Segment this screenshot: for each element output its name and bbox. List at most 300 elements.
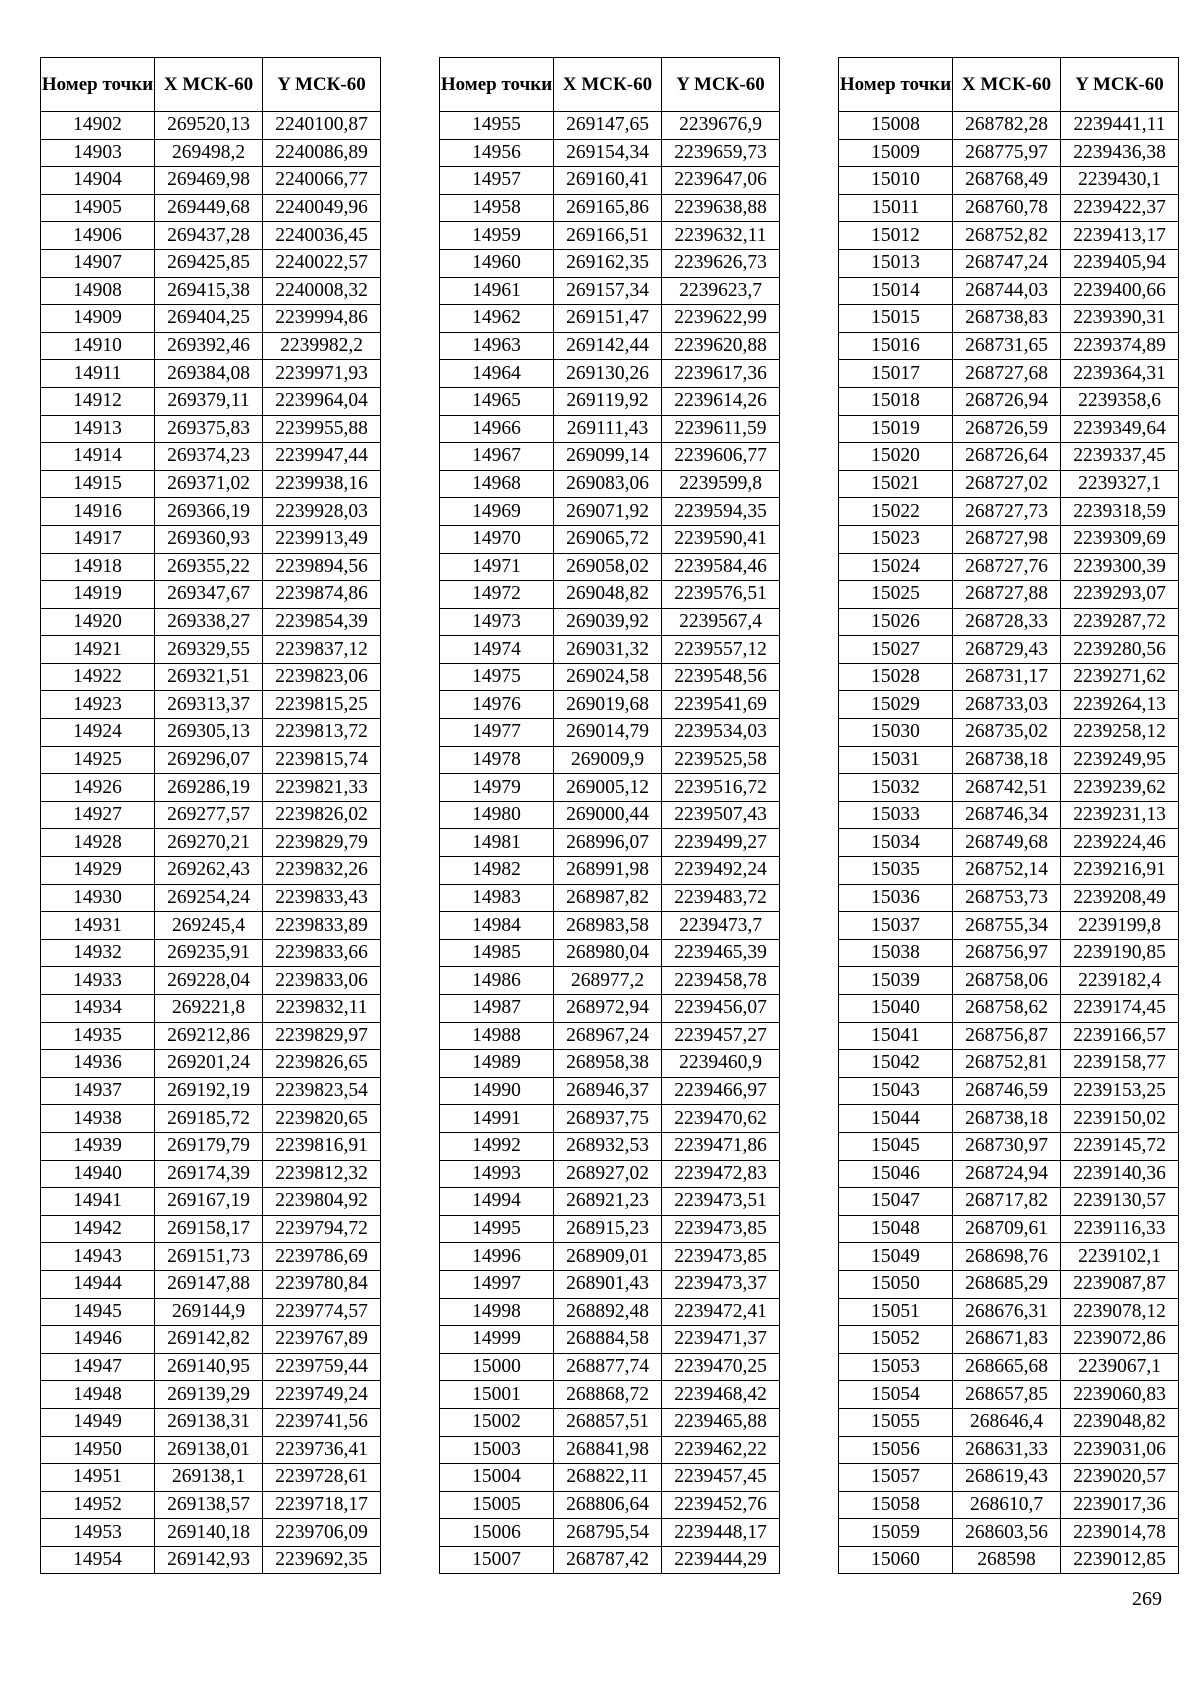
table-row: [839, 1077, 1179, 1105]
point-number-cell: 15047: [839, 1188, 953, 1216]
table-row: [41, 636, 381, 664]
x-coordinate-cell: 268727,76: [953, 553, 1061, 581]
x-coordinate-cell: 269099,14: [554, 443, 662, 471]
x-coordinate-cell: 269142,44: [554, 332, 662, 360]
table-row: [41, 139, 381, 167]
x-coordinate-cell: 269138,57: [155, 1491, 263, 1519]
y-coordinate-cell: 2239293,07: [1061, 581, 1179, 609]
point-number-cell: 14956: [440, 139, 554, 167]
y-coordinate-cell: 2239759,44: [263, 1353, 381, 1381]
y-coordinate-cell: 2239780,84: [263, 1270, 381, 1298]
point-number-cell: 14903: [41, 139, 155, 167]
y-coordinate-cell: 2239815,25: [263, 691, 381, 719]
x-coordinate-cell: 269009,9: [554, 746, 662, 774]
point-number-cell: 14905: [41, 194, 155, 222]
table-row: [839, 1326, 1179, 1354]
x-coordinate-cell: 268806,64: [554, 1491, 662, 1519]
table-row: [839, 443, 1179, 471]
table-row: [440, 636, 780, 664]
x-coordinate-cell: 268731,17: [953, 663, 1061, 691]
x-coordinate-cell: 269228,04: [155, 967, 263, 995]
y-coordinate-cell: 2239499,27: [662, 829, 780, 857]
table-row: [839, 691, 1179, 719]
y-coordinate-cell: 2239823,54: [263, 1077, 381, 1105]
x-coordinate-cell: 268731,65: [953, 332, 1061, 360]
x-coordinate-cell: 269277,57: [155, 801, 263, 829]
point-number-cell: 14967: [440, 443, 554, 471]
y-coordinate-cell: 2239102,1: [1061, 1243, 1179, 1271]
table-row: [440, 249, 780, 277]
y-coordinate-cell: 2239614,26: [662, 387, 780, 415]
y-coordinate-cell: 2239832,11: [263, 995, 381, 1023]
x-coordinate-cell: 268733,03: [953, 691, 1061, 719]
table-row: [440, 112, 780, 140]
x-coordinate-cell: 268747,24: [953, 249, 1061, 277]
y-coordinate-cell: 2239829,97: [263, 1022, 381, 1050]
point-number-cell: 14981: [440, 829, 554, 857]
y-coordinate-cell: 2239216,91: [1061, 857, 1179, 885]
x-coordinate-cell: 268657,85: [953, 1381, 1061, 1409]
x-coordinate-cell: 268946,37: [554, 1077, 662, 1105]
table-row: [839, 1353, 1179, 1381]
x-coordinate-cell: 268753,73: [953, 884, 1061, 912]
table-row: [839, 525, 1179, 553]
x-coordinate-cell: 269270,21: [155, 829, 263, 857]
point-number-cell: 14988: [440, 1022, 554, 1050]
x-coordinate-cell: 268619,43: [953, 1464, 1061, 1492]
table-row: [440, 719, 780, 747]
x-coordinate-cell: 269138,01: [155, 1436, 263, 1464]
table-row: [839, 415, 1179, 443]
y-coordinate-cell: 2239020,57: [1061, 1464, 1179, 1492]
table-row: [41, 581, 381, 609]
y-coordinate-cell: 2239067,1: [1061, 1353, 1179, 1381]
y-coordinate-cell: 2240036,45: [263, 222, 381, 250]
x-coordinate-cell: 268730,97: [953, 1132, 1061, 1160]
x-coordinate-cell: 268603,56: [953, 1519, 1061, 1547]
point-number-cell: 14949: [41, 1408, 155, 1436]
x-coordinate-cell: 268977,2: [554, 967, 662, 995]
point-number-cell: 14913: [41, 415, 155, 443]
table-row: [839, 470, 1179, 498]
point-number-cell: 14999: [440, 1326, 554, 1354]
y-coordinate-cell: 2239145,72: [1061, 1132, 1179, 1160]
point-number-cell: 15051: [839, 1298, 953, 1326]
x-coordinate-cell: 268744,03: [953, 277, 1061, 305]
point-number-cell: 14970: [440, 525, 554, 553]
x-coordinate-cell: 269374,23: [155, 443, 263, 471]
y-coordinate-cell: 2239815,74: [263, 746, 381, 774]
point-number-cell: 14998: [440, 1298, 554, 1326]
y-coordinate-cell: 2239390,31: [1061, 305, 1179, 333]
point-number-cell: 14910: [41, 332, 155, 360]
point-number-cell: 14963: [440, 332, 554, 360]
table-row: [41, 719, 381, 747]
table-row: [440, 1243, 780, 1271]
point-number-cell: 14995: [440, 1215, 554, 1243]
y-coordinate-cell: 2239955,88: [263, 415, 381, 443]
table-row: [41, 1408, 381, 1436]
x-coordinate-cell: 269157,34: [554, 277, 662, 305]
x-coordinate-cell: 268727,73: [953, 498, 1061, 526]
point-number-cell: 14923: [41, 691, 155, 719]
point-number-cell: 15031: [839, 746, 953, 774]
point-number-cell: 14964: [440, 360, 554, 388]
x-coordinate-cell: 269254,24: [155, 884, 263, 912]
y-coordinate-cell: 2239833,66: [263, 939, 381, 967]
point-number-cell: 14907: [41, 249, 155, 277]
table-row: [41, 249, 381, 277]
x-coordinate-cell: 269014,79: [554, 719, 662, 747]
x-coordinate-cell: 268877,74: [554, 1353, 662, 1381]
x-coordinate-cell: 269024,58: [554, 663, 662, 691]
table-row: [440, 1188, 780, 1216]
x-coordinate-cell: 268884,58: [554, 1326, 662, 1354]
point-number-cell: 14993: [440, 1160, 554, 1188]
x-coordinate-cell: 268726,64: [953, 443, 1061, 471]
y-coordinate-cell: 2239470,25: [662, 1353, 780, 1381]
y-coordinate-cell: 2239913,49: [263, 525, 381, 553]
table-row: [440, 608, 780, 636]
y-coordinate-cell: 2239471,37: [662, 1326, 780, 1354]
y-coordinate-cell: 2239472,41: [662, 1298, 780, 1326]
table-row: [839, 829, 1179, 857]
table-row: [839, 1381, 1179, 1409]
table-row: [839, 1188, 1179, 1216]
y-coordinate-cell: 2239166,57: [1061, 1022, 1179, 1050]
table-row: [41, 1160, 381, 1188]
y-coordinate-cell: 2239483,72: [662, 884, 780, 912]
y-coordinate-cell: 2239456,07: [662, 995, 780, 1023]
y-coordinate-cell: 2239774,57: [263, 1298, 381, 1326]
table-row: [839, 1132, 1179, 1160]
y-coordinate-cell: 2239786,69: [263, 1243, 381, 1271]
x-coordinate-cell: 268735,02: [953, 719, 1061, 747]
y-coordinate-cell: 2239947,44: [263, 443, 381, 471]
y-coordinate-cell: 2239374,89: [1061, 332, 1179, 360]
point-number-cell: 14971: [440, 553, 554, 581]
y-coordinate-cell: 2239584,46: [662, 553, 780, 581]
header-x-msk60: X МСК-60: [155, 58, 263, 112]
point-number-cell: 15017: [839, 360, 953, 388]
table-row: [41, 608, 381, 636]
table-row: [41, 884, 381, 912]
y-coordinate-cell: 2239287,72: [1061, 608, 1179, 636]
coordinates-table-2: [439, 57, 780, 1574]
x-coordinate-cell: 269119,92: [554, 387, 662, 415]
point-number-cell: 14968: [440, 470, 554, 498]
point-number-cell: 14926: [41, 774, 155, 802]
x-coordinate-cell: 269329,55: [155, 636, 263, 664]
point-number-cell: 14917: [41, 525, 155, 553]
table-row: [41, 360, 381, 388]
x-coordinate-cell: 268717,82: [953, 1188, 1061, 1216]
table-row: [440, 332, 780, 360]
x-coordinate-cell: 268760,78: [953, 194, 1061, 222]
y-coordinate-cell: 2239826,02: [263, 801, 381, 829]
x-coordinate-cell: 268755,34: [953, 912, 1061, 940]
y-coordinate-cell: 2239632,11: [662, 222, 780, 250]
point-number-cell: 14978: [440, 746, 554, 774]
y-coordinate-cell: 2239623,7: [662, 277, 780, 305]
point-number-cell: 14914: [41, 443, 155, 471]
x-coordinate-cell: 268676,31: [953, 1298, 1061, 1326]
header-point-number: Номер точки: [440, 58, 554, 112]
x-coordinate-cell: 268987,82: [554, 884, 662, 912]
y-coordinate-cell: 2239457,27: [662, 1022, 780, 1050]
point-number-cell: 14952: [41, 1491, 155, 1519]
table-row: [41, 332, 381, 360]
y-coordinate-cell: 2240086,89: [263, 139, 381, 167]
table-row: [440, 912, 780, 940]
x-coordinate-cell: 268758,62: [953, 995, 1061, 1023]
x-coordinate-cell: 269392,46: [155, 332, 263, 360]
point-number-cell: 14912: [41, 387, 155, 415]
y-coordinate-cell: 2240008,32: [263, 277, 381, 305]
point-number-cell: 14935: [41, 1022, 155, 1050]
point-number-cell: 15041: [839, 1022, 953, 1050]
point-number-cell: 15020: [839, 443, 953, 471]
point-number-cell: 15045: [839, 1132, 953, 1160]
table-row: [440, 1132, 780, 1160]
y-coordinate-cell: 2239471,86: [662, 1132, 780, 1160]
table-row: [440, 967, 780, 995]
x-coordinate-cell: 268746,34: [953, 801, 1061, 829]
y-coordinate-cell: 2239492,24: [662, 857, 780, 885]
point-number-cell: 14927: [41, 801, 155, 829]
point-number-cell: 14925: [41, 746, 155, 774]
x-coordinate-cell: 269065,72: [554, 525, 662, 553]
table-row: [839, 884, 1179, 912]
x-coordinate-cell: 268901,43: [554, 1270, 662, 1298]
y-coordinate-cell: 2239473,7: [662, 912, 780, 940]
point-number-cell: 15018: [839, 387, 953, 415]
x-coordinate-cell: 269167,19: [155, 1188, 263, 1216]
y-coordinate-cell: 2239017,36: [1061, 1491, 1179, 1519]
point-number-cell: 15050: [839, 1270, 953, 1298]
table-row: [41, 470, 381, 498]
table-row: [41, 112, 381, 140]
table-row: [41, 1022, 381, 1050]
header-x-msk60: X МСК-60: [554, 58, 662, 112]
x-coordinate-cell: 268983,58: [554, 912, 662, 940]
table-row: [41, 1105, 381, 1133]
y-coordinate-cell: 2239767,89: [263, 1326, 381, 1354]
point-number-cell: 14924: [41, 719, 155, 747]
point-number-cell: 14974: [440, 636, 554, 664]
y-coordinate-cell: 2239224,46: [1061, 829, 1179, 857]
point-number-cell: 15042: [839, 1050, 953, 1078]
y-coordinate-cell: 2239470,62: [662, 1105, 780, 1133]
y-coordinate-cell: 2239567,4: [662, 608, 780, 636]
point-number-cell: 15008: [839, 112, 953, 140]
x-coordinate-cell: 269192,19: [155, 1077, 263, 1105]
x-coordinate-cell: 269321,51: [155, 663, 263, 691]
table-row: [41, 939, 381, 967]
header-y-msk60: Y МСК-60: [1061, 58, 1179, 112]
x-coordinate-cell: 268752,81: [953, 1050, 1061, 1078]
table-row: [440, 470, 780, 498]
point-number-cell: 14942: [41, 1215, 155, 1243]
point-number-cell: 15032: [839, 774, 953, 802]
y-coordinate-cell: 2239728,61: [263, 1464, 381, 1492]
y-coordinate-cell: 2239676,9: [662, 112, 780, 140]
y-coordinate-cell: 2239516,72: [662, 774, 780, 802]
table-row: [41, 1215, 381, 1243]
table-row: [839, 305, 1179, 333]
x-coordinate-cell: 268742,51: [953, 774, 1061, 802]
point-number-cell: 14920: [41, 608, 155, 636]
y-coordinate-cell: 2239460,9: [662, 1050, 780, 1078]
y-coordinate-cell: 2239823,06: [263, 663, 381, 691]
y-coordinate-cell: 2239413,17: [1061, 222, 1179, 250]
point-number-cell: 14915: [41, 470, 155, 498]
point-number-cell: 14931: [41, 912, 155, 940]
x-coordinate-cell: 268724,94: [953, 1160, 1061, 1188]
table-row: [839, 1546, 1179, 1574]
point-number-cell: 15054: [839, 1381, 953, 1409]
table-row: [440, 801, 780, 829]
x-coordinate-cell: 269151,73: [155, 1243, 263, 1271]
y-coordinate-cell: 2239820,65: [263, 1105, 381, 1133]
point-number-cell: 14939: [41, 1132, 155, 1160]
y-coordinate-cell: 2239833,89: [263, 912, 381, 940]
point-number-cell: 14955: [440, 112, 554, 140]
point-number-cell: 14997: [440, 1270, 554, 1298]
point-number-cell: 14944: [41, 1270, 155, 1298]
x-coordinate-cell: 268972,94: [554, 995, 662, 1023]
x-coordinate-cell: 269212,86: [155, 1022, 263, 1050]
table-row: [41, 857, 381, 885]
point-number-cell: 15055: [839, 1408, 953, 1436]
y-coordinate-cell: 2239318,59: [1061, 498, 1179, 526]
x-coordinate-cell: 269415,38: [155, 277, 263, 305]
table-row: [41, 1436, 381, 1464]
table-row: [839, 1464, 1179, 1492]
point-number-cell: 15026: [839, 608, 953, 636]
table-row: [41, 774, 381, 802]
table-row: [440, 139, 780, 167]
table-row: [41, 1270, 381, 1298]
x-coordinate-cell: 269201,24: [155, 1050, 263, 1078]
point-number-cell: 15000: [440, 1353, 554, 1381]
point-number-cell: 14951: [41, 1464, 155, 1492]
point-number-cell: 14965: [440, 387, 554, 415]
table-row: [41, 1050, 381, 1078]
x-coordinate-cell: 269305,13: [155, 719, 263, 747]
table-row: [839, 746, 1179, 774]
x-coordinate-cell: 268932,53: [554, 1132, 662, 1160]
point-number-cell: 15028: [839, 663, 953, 691]
point-number-cell: 14992: [440, 1132, 554, 1160]
point-number-cell: 14991: [440, 1105, 554, 1133]
point-number-cell: 15009: [839, 139, 953, 167]
y-coordinate-cell: 2239692,35: [263, 1546, 381, 1574]
table-row: [41, 1353, 381, 1381]
x-coordinate-cell: 268598: [953, 1546, 1061, 1574]
point-number-cell: 14980: [440, 801, 554, 829]
table-row: [839, 139, 1179, 167]
point-number-cell: 15013: [839, 249, 953, 277]
table-row: [41, 498, 381, 526]
y-coordinate-cell: 2239078,12: [1061, 1298, 1179, 1326]
x-coordinate-cell: 269425,85: [155, 249, 263, 277]
x-coordinate-cell: 268967,24: [554, 1022, 662, 1050]
table-row: [41, 1519, 381, 1547]
x-coordinate-cell: 268727,68: [953, 360, 1061, 388]
point-number-cell: 14953: [41, 1519, 155, 1547]
table-row: [41, 912, 381, 940]
x-coordinate-cell: 268752,14: [953, 857, 1061, 885]
y-coordinate-cell: 2239468,42: [662, 1381, 780, 1409]
table-row: [41, 1298, 381, 1326]
y-coordinate-cell: 2239833,43: [263, 884, 381, 912]
x-coordinate-cell: 269347,67: [155, 581, 263, 609]
x-coordinate-cell: 269000,44: [554, 801, 662, 829]
y-coordinate-cell: 2239430,1: [1061, 167, 1179, 195]
x-coordinate-cell: 269142,82: [155, 1326, 263, 1354]
table-row: [839, 1408, 1179, 1436]
point-number-cell: 14932: [41, 939, 155, 967]
x-coordinate-cell: 269048,82: [554, 581, 662, 609]
table-row: [41, 829, 381, 857]
x-coordinate-cell: 269498,2: [155, 139, 263, 167]
table-row: [41, 801, 381, 829]
table-row: [839, 1243, 1179, 1271]
point-number-cell: 15056: [839, 1436, 953, 1464]
point-number-cell: 15012: [839, 222, 953, 250]
table-row: [839, 608, 1179, 636]
y-coordinate-cell: 2239938,16: [263, 470, 381, 498]
table-row: [839, 801, 1179, 829]
point-number-cell: 14938: [41, 1105, 155, 1133]
header-x-msk60: X МСК-60: [953, 58, 1061, 112]
x-coordinate-cell: 269379,11: [155, 387, 263, 415]
point-number-cell: 14976: [440, 691, 554, 719]
y-coordinate-cell: 2239400,66: [1061, 277, 1179, 305]
table-row: [839, 857, 1179, 885]
point-number-cell: 15007: [440, 1546, 554, 1574]
y-coordinate-cell: 2239153,25: [1061, 1077, 1179, 1105]
y-coordinate-cell: 2239087,87: [1061, 1270, 1179, 1298]
table-row: [440, 857, 780, 885]
table-row: [41, 1077, 381, 1105]
table-row: [839, 719, 1179, 747]
table-row: [440, 1077, 780, 1105]
x-coordinate-cell: 269083,06: [554, 470, 662, 498]
table-row: [41, 1381, 381, 1409]
y-coordinate-cell: 2239182,4: [1061, 967, 1179, 995]
y-coordinate-cell: 2239140,36: [1061, 1160, 1179, 1188]
point-number-cell: 14936: [41, 1050, 155, 1078]
y-coordinate-cell: 2239620,88: [662, 332, 780, 360]
y-coordinate-cell: 2239441,11: [1061, 112, 1179, 140]
x-coordinate-cell: 268980,04: [554, 939, 662, 967]
y-coordinate-cell: 2239190,85: [1061, 939, 1179, 967]
point-number-cell: 14946: [41, 1326, 155, 1354]
y-coordinate-cell: 2239465,88: [662, 1408, 780, 1436]
y-coordinate-cell: 2239541,69: [662, 691, 780, 719]
y-coordinate-cell: 2239462,22: [662, 1436, 780, 1464]
x-coordinate-cell: 269162,35: [554, 249, 662, 277]
point-number-cell: 15057: [839, 1464, 953, 1492]
x-coordinate-cell: 269360,93: [155, 525, 263, 553]
x-coordinate-cell: 268756,87: [953, 1022, 1061, 1050]
x-coordinate-cell: 269138,31: [155, 1408, 263, 1436]
table-row: [41, 387, 381, 415]
y-coordinate-cell: 2239072,86: [1061, 1326, 1179, 1354]
y-coordinate-cell: 2239150,02: [1061, 1105, 1179, 1133]
